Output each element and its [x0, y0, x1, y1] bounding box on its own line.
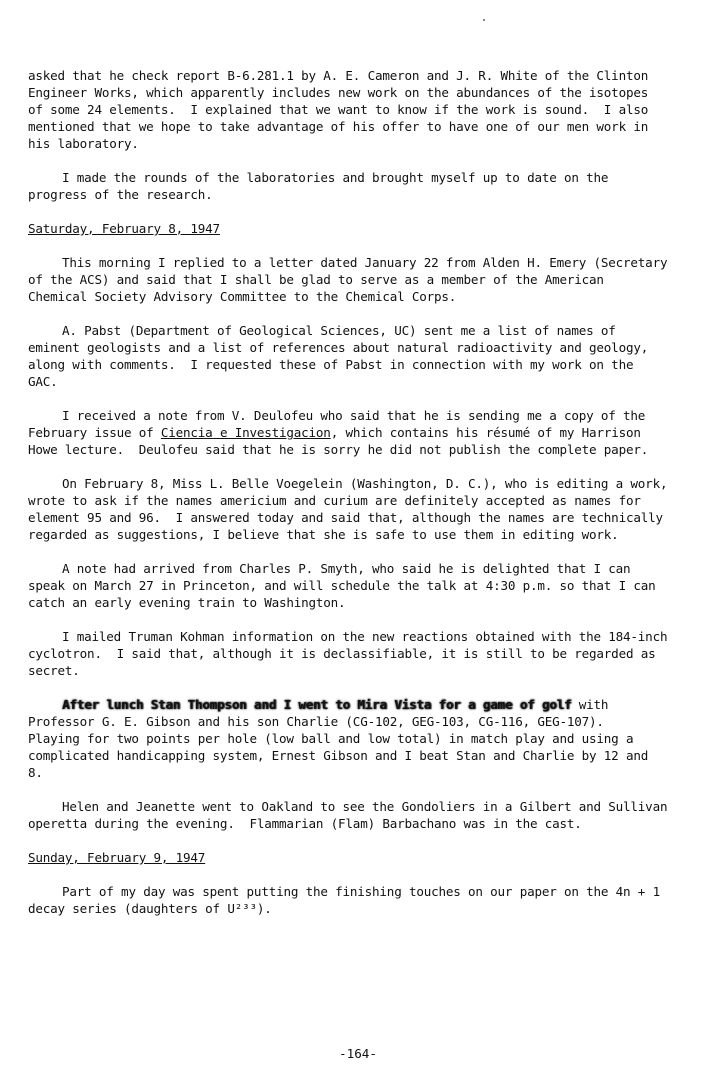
deulofeu-text-start: I received a note from V. Deulofeu who said that he is sending me a copy of the February issue of [28, 408, 653, 440]
paragraph-decay-series: Part of my day was spent putting the finishing touches on our paper on the 4n + 1 decay series (daughters of U²³³). [28, 884, 668, 916]
golf-smudged-text: After lunch Stan Thompson and I went to Mira Vista for a game of golf [62, 697, 572, 712]
paragraph-operetta: Helen and Jeanette went to Oakland to see the Gondoliers in a Gilbert and Sullivan operetta during the evening. Flammarian (Flam) Barbachano was in the cast. [28, 799, 675, 831]
page-number: -164- [339, 1046, 377, 1061]
paragraph-smyth: A note had arrived from Charles P. Smyth, who said he is delighted that I can speak on March 27 in Princeton, and will schedule the talk at 4:30 p.m. so that I can catch an early evening train to Washington. [28, 561, 663, 610]
paragraph-acs-letter: This morning I replied to a letter dated January 22 from Alden H. Emery (Secretary of the ACS) and said that I shall be glad to serve as a member of the American Chemical Society Advisory Committee to the Chemical Corps. [28, 255, 675, 304]
date-heading-sunday: Sunday, February 9, 1947 [28, 850, 206, 865]
golf-text: with Professor G. E. Gibson and his son Charlie (CG-102, GEG-103, CG-116, GEG-107). Playing for two points per hole (low ball and low total) in match play and using a complicated handicapping system, Ernest Gibson and I beat Stan and Charlie by 12 and 8. [28, 697, 656, 780]
journal-title: Ciencia e Investigacion [160, 425, 331, 440]
paragraph-pabst: A. Pabst (Department of Geological Sciences, UC) sent me a list of names of eminent geologists and a list of references about natural radioactivity and geology, along with comments. I requested these of Pabst in connection with my work on the GAC. [28, 323, 656, 389]
paragraph-report-check: asked that he check report B-6.281.1 by A. E. Cameron and J. R. White of the Clinton Engineer Works, which apparently includes new work on the abundances of the isotopes of some 24 elements. I explained that we want to know if the work is sound. I also mentioned that we hope to take advantage of his offer to have one of our men work in his laboratory. [28, 68, 656, 151]
paragraph-kohman: I mailed Truman Kohman information on the new reactions obtained with the 184-inch cyclotron. I said that, although it is declassifiable, it is still to be regarded as secret. [28, 629, 675, 678]
paragraph-deulofeu [28, 407, 668, 458]
paragraph-golf [28, 696, 668, 781]
date-heading-saturday: Saturday, February 8, 1947 [28, 221, 220, 236]
document-body [28, 67, 675, 934]
paragraph-lab-rounds: I made the rounds of the laboratories and brought myself up to date on the progress of the research. [28, 170, 616, 202]
deulofeu-text-end: , which contains his résumé of my Harrison Howe lecture. Deulofeu said that he is sorry he did not publish the complete paper. [28, 425, 649, 457]
paragraph-voegelein: On February 8, Miss L. Belle Voegelein (Washington, D. C.), who is editing a work, wrote to ask if the names americium and curium are definitely accepted as names for element 95 and 96. I answered today and said that, although the names are technically regarded as suggestions, I believe that she is safe to use them in editing work. [28, 476, 675, 542]
scan-speck [483, 19, 485, 21]
